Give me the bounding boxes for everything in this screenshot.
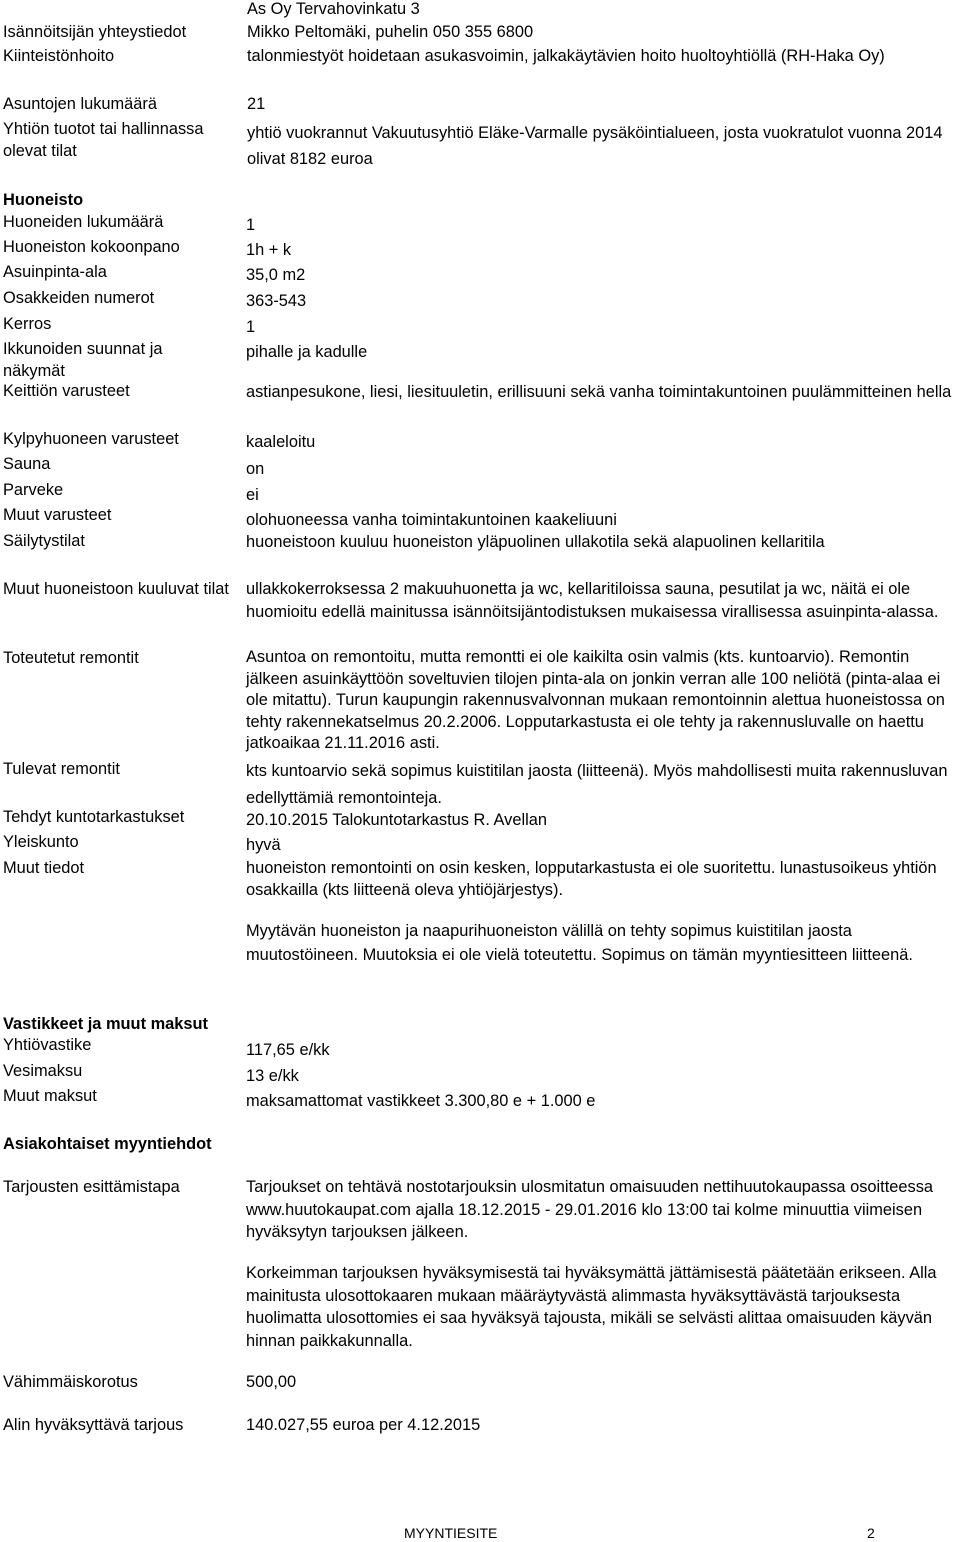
property-name: As Oy Tervahovinkatu 3 (247, 0, 420, 18)
field-value: pihalle ja kadulle (246, 343, 368, 361)
field-value: on (246, 460, 265, 478)
field-value: 500,00 (246, 1373, 297, 1391)
field-label: Muut varusteet (3, 506, 112, 524)
field-value: huoneistoon kuuluu huoneiston yläpuolinen ullakotila sekä alapuolinen kellaritila (246, 533, 825, 551)
field-value: 1 (246, 216, 256, 234)
field-value: ullakkokerroksessa 2 makuuhuonetta ja wc, kellaritiloissa sauna, pesutilat ja wc, näitä ei ole huomioitu edellä mainitussa isännöitsijäntodistuksen mukaisessa virallisessa asuinpinta-alassa. (246, 580, 939, 621)
field-value: olohuoneessa vanha toimintakuntoinen kaakeliuuni (246, 511, 617, 529)
field-label: Toteutetut remontit (3, 649, 139, 667)
field-label: Tarjousten esittämistapa (3, 1178, 180, 1196)
field-value: 1h + k (246, 241, 292, 259)
field-label: Säilytystilat (3, 532, 85, 550)
field-label: Muut tiedot (3, 859, 85, 877)
field-value: 117,65 e/kk (246, 1041, 330, 1059)
field-label: Muut huoneistoon kuuluvat tilat (3, 580, 229, 598)
section-heading-vastikkeet: Vastikkeet ja muut maksut (3, 1015, 208, 1033)
field-value: 13 e/kk (246, 1067, 299, 1085)
field-label: Yhtiön tuotot tai hallinnassa olevat tilat (3, 120, 204, 160)
section-heading-myyntiehdot: Asiakohtaiset myyntiehdot (3, 1135, 212, 1153)
field-value: Tarjoukset on tehtävä nostotarjouksin ulosmitatun omaisuuden nettihuutokaupassa osoitteessa www.huutokaupat.com ajalla 18.12.2015 - 29.01.2016 klo 13:00 tai kolme minuuttia viimeisen hyväksytyn tarjouksen jälkeen. (246, 1178, 934, 1241)
field-label: Sauna (3, 455, 51, 473)
field-label: Vesimaksu (3, 1062, 83, 1080)
field-label: Tulevat remontit (3, 760, 120, 778)
field-label: Huoneiden lukumäärä (3, 213, 164, 231)
field-value: Myytävän huoneiston ja naapurihuoneiston välillä on tehty sopimus kuistitilan jaosta muutostöineen. Muutoksia ei ole vielä toteutettu. Sopimus on tämän myyntiesitteen liitteenä. (246, 922, 913, 964)
field-label: Yleiskunto (3, 833, 79, 851)
field-label: Tehdyt kuntotarkastukset (3, 808, 185, 826)
field-label: Vähimmäiskorotus (3, 1373, 138, 1391)
footer-page-number: 2 (867, 1525, 875, 1541)
field-label: Ikkunoiden suunnat ja näkymät (3, 340, 163, 380)
field-value: hyvä (246, 836, 281, 854)
field-value: 21 (247, 95, 266, 113)
field-value: astianpesukone, liesi, liesituuletin, erillisuuni sekä vanha toimintakuntoinen puulämmitteinen hella (246, 383, 952, 401)
field-value: Korkeimman tarjouksen hyväksymisestä tai hyväksymättä jättämisestä päätetään erikseen. Alla mainitusta ulosottokaaren mukaan määräytyvästä alimmasta hyväksyttävästä tarjouksesta huolimatta ulosottomies ei saa hyväksyä tajousta, mikäli se selvästi alittaa omaisuuden käyvän hinnan paikkakunnalla. (246, 1264, 937, 1350)
field-label: Kylpyhuoneen varusteet (3, 430, 179, 448)
field-label: Isännöitsijän yhteystiedot (3, 23, 187, 41)
field-value: kaaleloitu (246, 433, 316, 451)
field-label: Osakkeiden numerot (3, 289, 155, 307)
field-value: 140.027,55 euroa per 4.12.2015 (246, 1416, 481, 1434)
field-label: Muut maksut (3, 1087, 97, 1105)
field-value: talonmiestyöt hoidetaan asukasvoimin, jalkakäytävien hoito huoltoyhtiöllä (RH-Haka Oy) (247, 47, 885, 65)
field-value: huoneiston remontointi on osin kesken, lopputarkastusta ei ole suoritettu. lunastusoikeus yhtiön osakkailla (kts liitteenä oleva yhtiöjärjestys). (246, 859, 937, 899)
field-value: ei (246, 486, 259, 504)
field-value: 35,0 m2 (246, 266, 306, 284)
field-label: Asuntojen lukumäärä (3, 95, 157, 113)
field-value: maksamattomat vastikkeet 3.300,80 e + 1.000 e (246, 1092, 596, 1110)
field-value: 20.10.2015 Talokuntotarkastus R. Avellan (246, 811, 548, 829)
field-value: Mikko Peltomäki, puhelin 050 355 6800 (247, 23, 534, 41)
field-label: Asuinpinta-ala (3, 263, 107, 281)
field-label: Keittiön varusteet (3, 382, 130, 400)
section-heading-huoneisto: Huoneisto (3, 191, 84, 209)
field-value: 363-543 (246, 292, 307, 310)
field-label: Huoneiston kokoonpano (3, 238, 180, 256)
field-label: Kerros (3, 315, 52, 333)
footer-doc-name: MYYNTIESITE (404, 1525, 498, 1541)
field-label: Parveke (3, 481, 64, 499)
field-value: kts kuntoarvio sekä sopimus kuistitilan jaosta (liitteenä). Myös mahdollisesti muita rakennusluvan edellyttämiä remontointeja. (246, 762, 948, 807)
field-label: Alin hyväksyttävä tarjous (3, 1416, 184, 1434)
field-value: 1 (246, 318, 256, 336)
field-label: Kiinteistönhoito (3, 47, 115, 65)
field-value: Asuntoa on remontoitu, mutta remontti ei ole kaikilta osin valmis (kts. kuntoarvio). Remontin jälkeen asuinkäyttöön soveltuvien tilojen pinta-ala on jonkin verran alle 100 neliötä (pinta-alaa ei ole mitattu). Turun kaupungin rakennusvalvonnan mukaan remontoinnin alettua huoneistossa on tehty rakennekatselmus 20.2.2006. Lopputarkastusta ei ole tehty ja rakennusluvalle on haettu jatkoaikaa 21.11.2016 asti. (246, 648, 945, 752)
field-value: yhtiö vuokrannut Vakuutusyhtiö Eläke-Varmalle pysäköintialueen, josta vuokratulot vuonna 2014 olivat 8182 euroa (247, 124, 943, 168)
field-label: Yhtiövastike (3, 1036, 92, 1054)
